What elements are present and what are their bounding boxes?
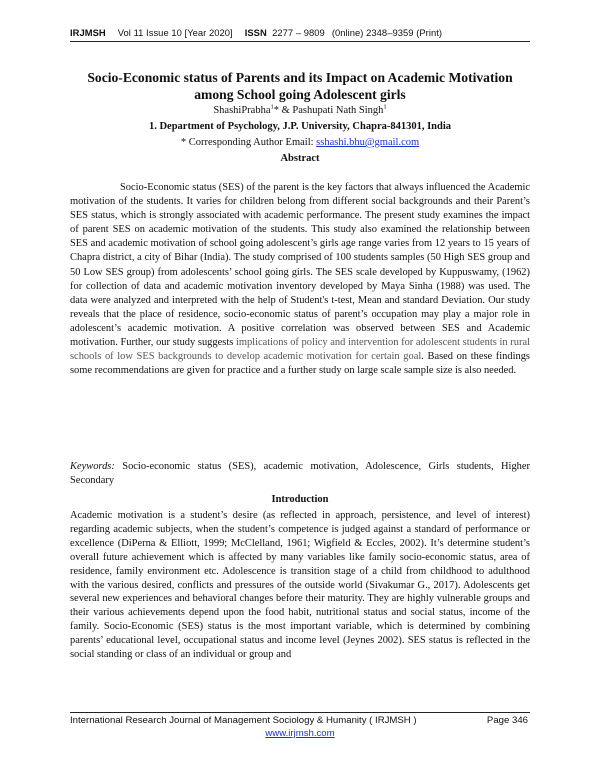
footer-journal-name: International Research Journal of Management Sociology & Humanity ( IRJMSH ): [70, 715, 417, 726]
affiliation: 1. Department of Psychology, J.P. University, Chapra-841301, India: [148, 121, 452, 132]
email-link[interactable]: sshashi.bhu@gmail.com: [316, 137, 420, 148]
journal-abbr: IRJMSH: [70, 27, 106, 38]
title-line-1: Socio-Economic status of Parents and its Impact on Academic Motivation: [87, 70, 513, 85]
abstract-text: Socio-Economic status (SES) of the parent is the key factors that always influenced the Academic motivation of the students. It varies for children belong from different social backgrounds and their Parent’s SES status, which is strongly associated with academic performance. The present study examines the impact of parent SES on academic motivation of the students. This study also examined the relationship between SES and academic motivation of school going adolescent’s girls age range varies from 12 years to 15 years of Chapra district, a city of Bihar (India). The study comprised of 100 students samples (50 High SES group and 50 Low SES group) from adolescents’ school going girls. The SES scale developed by Kuppuswamy, (1962) for collection of data and academic motivation inventory developed by Maya Sinha (1988) was used. The data were analyzed and interpreted with the help of Student's t-test, Mean and standard Deviation. Our study reveals that the place of residence, socio-economic status of parent’s occupation may play a major role in adolescent’s academic motivation. A positive correlation was observed between SES and Academic motivation. Further, our study suggests: [70, 182, 530, 349]
keywords-label: Keywords:: [70, 461, 115, 472]
corresponding-mark: *: [273, 105, 279, 116]
author-2: & Pashupati Nath Singh: [281, 105, 384, 116]
abstract-text-end: . Based on these findings some recommendations are given for practice and a further study on large scale sample size is also needed.: [70, 351, 530, 377]
footer-rule: [70, 712, 530, 713]
online-label: (0nline): [331, 27, 364, 38]
issn-print: 2348–9359: [366, 27, 414, 38]
issn-label: ISSN: [244, 27, 267, 38]
title-line-2: among School going Adolescent girls: [194, 86, 406, 102]
header-rule: [70, 41, 530, 42]
journal-url-link[interactable]: www.irjmsh.com: [265, 728, 335, 739]
corresponding-email-line: [60, 137, 540, 148]
email-label: * Corresponding Author Email:: [180, 137, 317, 148]
abstract-body: [70, 181, 530, 378]
paper-title: [60, 70, 540, 103]
author-line: [60, 105, 540, 116]
keywords-text: Socio-economic status (SES), academic motivation, Adolescence, Girls students, Higher Secondary: [70, 461, 530, 487]
running-header: [70, 27, 530, 38]
author-2-affil-mark: 1: [383, 103, 387, 111]
issn-online: 2277 – 9809: [272, 27, 325, 38]
keywords-block: [70, 460, 530, 488]
author-1-affil-mark: 1: [270, 103, 274, 111]
volume-info: Vol 11 Issue 10 [Year 2020]: [117, 27, 233, 38]
author-1: ShashiPrabha: [213, 105, 271, 116]
introduction-heading: Introduction: [271, 494, 329, 505]
print-label: (Print): [416, 27, 443, 38]
page-number: Page 346: [486, 715, 528, 726]
abstract-text-highlight: implications of policy and intervention for adolescent students in rural schools of low SES backgrounds to develop academic motivation for certain goal: [70, 337, 530, 363]
introduction-body: Academic motivation is a student’s desire (as reflected in approach, persistence, and level of interest) regarding academic subjects, when the student’s competence is judged against a standard of performance or excellence (DiPerna & Elliott, 1999; McClelland, 1961; Wigfield & Eccles, 2002). It’s determine student’s overall future achievement which is affected by many variables like family socio-economic status, area of residence, family environment etc. Adolescence is transition stage of a child from childhood to adulthood with the various desired, conflicts and pressures of the outside world (Sivakumar G., 2017). Adolescents get several new experiences and behavioral changes before their maturity. They are highly vulnerable groups and their various achievements depend upon the food habit, nutritional status and social status, income of the family. Socio-Economic (SES) status is the most important variable, which is determined by combining parents’ educational level, occupational status and income level (Jeynes 2002). SES status is reflected in the social standing or class of an individual or group and: [70, 510, 530, 661]
abstract-heading: Abstract: [280, 153, 320, 164]
